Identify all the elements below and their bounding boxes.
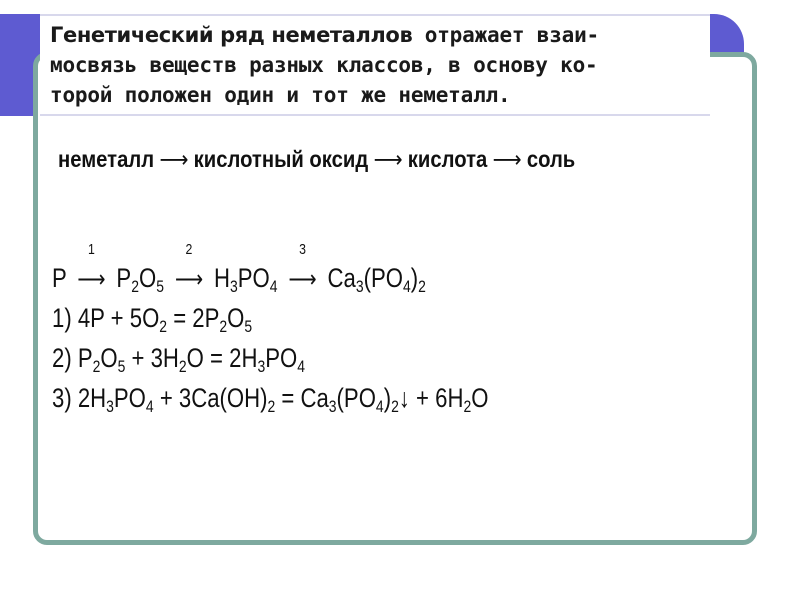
definition-text [50, 20, 705, 110]
definition-line-2: мосвязь веществ разных классов, в основу ко- [50, 53, 598, 77]
step-number: 1 [87, 241, 95, 258]
formula-ca3po42: $Ca_3(PO_4)_2$ [327, 263, 426, 296]
chain-item: соль [526, 146, 576, 172]
chain-item: неметалл [58, 146, 155, 172]
formula-p: P [52, 263, 67, 293]
arrow-icon: ⟶ [373, 147, 403, 173]
arrow-step-1 [73, 241, 111, 299]
arrow-icon: ⟶ [492, 147, 522, 173]
definition-line-1 [50, 20, 705, 50]
definition-lead: Генетический ряд неметаллов [50, 23, 413, 47]
arrow-step-3 [284, 241, 322, 299]
arrow-step-2 [170, 241, 208, 299]
formula-p2o5: $P_2O_5$ [116, 263, 164, 296]
equation-1: 1) $4P + 5O_2 = 2P_2O_5$ [52, 303, 253, 336]
chain-item: кислота [407, 146, 488, 172]
arrow-icon: ⟶ [159, 147, 189, 173]
step-number: 3 [299, 241, 306, 258]
definition-line-1-rest: отражает взаи- [424, 23, 599, 47]
definition-line-3: торой положен один и тот же неметалл. [50, 83, 511, 107]
equations-block [52, 241, 489, 418]
formula-h3po4: $H_3PO_4$ [214, 263, 278, 296]
equation-3: 3) $2H_3PO_4 + 3Ca(OH)_2$ = $Ca_3(PO_4)_2↓ + 6H_2O$ [52, 383, 489, 416]
step-number: 2 [185, 241, 193, 258]
arrow-icon: ⟶ [174, 265, 204, 293]
definition-box [40, 14, 710, 116]
transformation-scheme [52, 241, 488, 298]
arrow-icon: ⟶ [77, 265, 106, 293]
class-chain [58, 146, 674, 173]
chain-item: кислотный оксид [193, 146, 369, 172]
equation-2: 2) $P_2O_5 + 3H_2O = 2H_3PO_4$ [52, 343, 305, 376]
arrow-icon: ⟶ [288, 265, 317, 293]
